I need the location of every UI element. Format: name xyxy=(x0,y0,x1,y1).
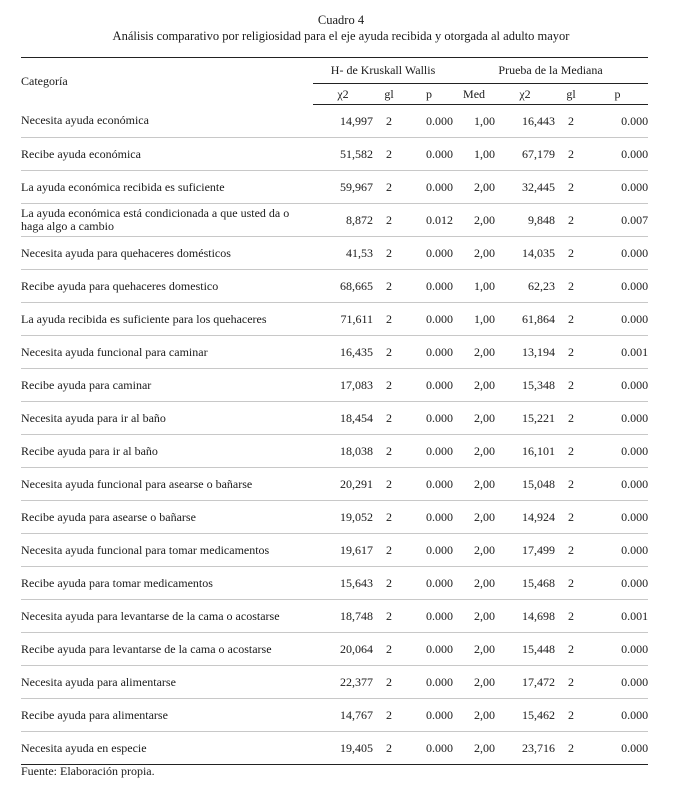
table-row xyxy=(21,336,648,369)
kw-gl-cell: 2 xyxy=(373,105,405,138)
kw-p-cell: 0.000 xyxy=(405,369,453,402)
category-cell: Recibe ayuda para alimentarse xyxy=(21,699,313,732)
category-cell: Necesita ayuda para ir al baño xyxy=(21,402,313,435)
kw-p-cell: 0.000 xyxy=(405,105,453,138)
med-p-cell: 0.000 xyxy=(587,699,648,732)
kw-gl-cell: 2 xyxy=(373,303,405,336)
table-row xyxy=(21,468,648,501)
kw-gl-cell: 2 xyxy=(373,468,405,501)
med-gl-cell: 2 xyxy=(555,303,587,336)
med-chi-cell: 13,194 xyxy=(495,336,555,369)
med-chi-cell: 16,443 xyxy=(495,105,555,138)
table-row xyxy=(21,534,648,567)
table-row xyxy=(21,402,648,435)
med-chi-cell: 32,445 xyxy=(495,171,555,204)
med-median-cell: 1,00 xyxy=(453,303,495,336)
kw-chi-cell: 18,454 xyxy=(313,402,373,435)
category-cell: Necesita ayuda en especie xyxy=(21,732,313,765)
med-median-cell: 2,00 xyxy=(453,171,495,204)
table-row xyxy=(21,732,648,765)
med-p-cell: 0.000 xyxy=(587,369,648,402)
category-cell: La ayuda recibida es suficiente para los quehaceres xyxy=(21,303,313,336)
med-p-cell: 0.001 xyxy=(587,336,648,369)
category-cell: Recibe ayuda económica xyxy=(21,138,313,171)
med-median-cell: 2,00 xyxy=(453,501,495,534)
category-header: Categoría xyxy=(21,58,313,105)
kw-p-cell: 0.000 xyxy=(405,171,453,204)
table-row xyxy=(21,270,648,303)
table-caption-title: Análisis comparativo por religiosidad para el eje ayuda recibida y otorgada al adulto mayor xyxy=(112,29,570,43)
kw-chi-cell: 14,767 xyxy=(313,699,373,732)
results-table xyxy=(21,57,648,765)
kw-chi-header: χ2 xyxy=(313,84,373,105)
med-p-cell: 0.000 xyxy=(587,567,648,600)
med-p-cell: 0.000 xyxy=(587,468,648,501)
med-median-cell: 2,00 xyxy=(453,567,495,600)
kw-chi-cell: 16,435 xyxy=(313,336,373,369)
kw-chi-cell: 51,582 xyxy=(313,138,373,171)
med-gl-cell: 2 xyxy=(555,138,587,171)
table-row xyxy=(21,237,648,270)
kw-chi-cell: 19,405 xyxy=(313,732,373,765)
table-row xyxy=(21,633,648,666)
table-row xyxy=(21,666,648,699)
med-chi-header: χ2 xyxy=(495,84,555,105)
category-cell: Necesita ayuda para quehaceres domésticos xyxy=(21,237,313,270)
category-cell: Recibe ayuda para ir al baño xyxy=(21,435,313,468)
category-cell: Recibe ayuda para levantarse de la cama o acostarse xyxy=(21,633,313,666)
table-row xyxy=(21,435,648,468)
med-median-cell: 2,00 xyxy=(453,204,495,237)
med-median-cell: 1,00 xyxy=(453,105,495,138)
kw-p-cell: 0.000 xyxy=(405,600,453,633)
category-cell: Necesita ayuda funcional para tomar medicamentos xyxy=(21,534,313,567)
kw-gl-cell: 2 xyxy=(373,138,405,171)
table-row xyxy=(21,369,648,402)
med-chi-cell: 61,864 xyxy=(495,303,555,336)
med-gl-cell: 2 xyxy=(555,402,587,435)
med-gl-cell: 2 xyxy=(555,732,587,765)
kw-chi-cell: 17,083 xyxy=(313,369,373,402)
med-gl-cell: 2 xyxy=(555,699,587,732)
table-row xyxy=(21,138,648,171)
med-gl-cell: 2 xyxy=(555,369,587,402)
med-p-cell: 0.000 xyxy=(587,402,648,435)
med-gl-cell: 2 xyxy=(555,105,587,138)
kw-p-cell: 0.000 xyxy=(405,666,453,699)
med-median-cell: 2,00 xyxy=(453,369,495,402)
med-chi-cell: 15,048 xyxy=(495,468,555,501)
category-cell: Recibe ayuda para caminar xyxy=(21,369,313,402)
kw-chi-cell: 71,611 xyxy=(313,303,373,336)
kw-p-cell: 0.000 xyxy=(405,534,453,567)
med-chi-cell: 67,179 xyxy=(495,138,555,171)
kw-chi-cell: 19,617 xyxy=(313,534,373,567)
kruskal-wallis-header: H- de Kruskall Wallis xyxy=(313,58,453,84)
kw-gl-cell: 2 xyxy=(373,369,405,402)
kw-gl-cell: 2 xyxy=(373,534,405,567)
med-gl-cell: 2 xyxy=(555,600,587,633)
med-p-cell: 0.000 xyxy=(587,732,648,765)
med-median-cell: 2,00 xyxy=(453,468,495,501)
med-gl-cell: 2 xyxy=(555,270,587,303)
table-row xyxy=(21,567,648,600)
med-chi-cell: 9,848 xyxy=(495,204,555,237)
med-p-cell: 0.000 xyxy=(587,435,648,468)
category-cell: Recibe ayuda para tomar medicamentos xyxy=(21,567,313,600)
kw-gl-cell: 2 xyxy=(373,699,405,732)
kw-chi-cell: 14,997 xyxy=(313,105,373,138)
table-row xyxy=(21,600,648,633)
kw-chi-cell: 59,967 xyxy=(313,171,373,204)
med-chi-cell: 15,462 xyxy=(495,699,555,732)
med-median-cell: 2,00 xyxy=(453,699,495,732)
table-row xyxy=(21,303,648,336)
kw-p-cell: 0.000 xyxy=(405,336,453,369)
category-cell: La ayuda económica está condicionada a que usted da o haga algo a cambio xyxy=(21,204,313,237)
kw-gl-cell: 2 xyxy=(373,270,405,303)
med-gl-cell: 2 xyxy=(555,468,587,501)
table-row xyxy=(21,699,648,732)
table-source-note: Fuente: Elaboración propia. xyxy=(21,764,155,778)
kw-gl-cell: 2 xyxy=(373,633,405,666)
kw-gl-cell: 2 xyxy=(373,600,405,633)
med-chi-cell: 14,924 xyxy=(495,501,555,534)
category-cell: Recibe ayuda para quehaceres domestico xyxy=(21,270,313,303)
med-p-cell: 0.000 xyxy=(587,666,648,699)
med-p-cell: 0.000 xyxy=(587,138,648,171)
med-median-cell: 2,00 xyxy=(453,402,495,435)
med-median-cell: 2,00 xyxy=(453,600,495,633)
category-cell: Necesita ayuda para alimentarse xyxy=(21,666,313,699)
med-median-cell: 2,00 xyxy=(453,666,495,699)
med-gl-cell: 2 xyxy=(555,567,587,600)
med-chi-cell: 15,448 xyxy=(495,633,555,666)
kw-chi-cell: 8,872 xyxy=(313,204,373,237)
med-gl-cell: 2 xyxy=(555,237,587,270)
kw-p-cell: 0.000 xyxy=(405,633,453,666)
kw-chi-cell: 18,748 xyxy=(313,600,373,633)
kw-gl-cell: 2 xyxy=(373,501,405,534)
med-p-cell: 0.000 xyxy=(587,501,648,534)
med-chi-cell: 15,348 xyxy=(495,369,555,402)
kw-gl-cell: 2 xyxy=(373,336,405,369)
med-median-cell: 2,00 xyxy=(453,732,495,765)
kw-chi-cell: 22,377 xyxy=(313,666,373,699)
kw-chi-cell: 20,064 xyxy=(313,633,373,666)
med-median-cell: 2,00 xyxy=(453,237,495,270)
category-cell: Recibe ayuda para asearse o bañarse xyxy=(21,501,313,534)
kw-chi-cell: 19,052 xyxy=(313,501,373,534)
kw-p-cell: 0.000 xyxy=(405,237,453,270)
med-gl-header: gl xyxy=(555,84,587,105)
kw-p-header: p xyxy=(405,84,453,105)
category-cell: Necesita ayuda para levantarse de la cama o acostarse xyxy=(21,600,313,633)
table-row xyxy=(21,204,648,237)
category-cell: Necesita ayuda económica xyxy=(21,105,313,138)
median-test-header: Prueba de la Mediana xyxy=(453,58,648,84)
med-gl-cell: 2 xyxy=(555,633,587,666)
med-gl-cell: 2 xyxy=(555,501,587,534)
med-gl-cell: 2 xyxy=(555,435,587,468)
kw-gl-cell: 2 xyxy=(373,204,405,237)
med-median-cell: 2,00 xyxy=(453,633,495,666)
med-chi-cell: 23,716 xyxy=(495,732,555,765)
kw-gl-cell: 2 xyxy=(373,732,405,765)
med-chi-cell: 17,472 xyxy=(495,666,555,699)
med-p-cell: 0.000 xyxy=(587,171,648,204)
kw-gl-cell: 2 xyxy=(373,567,405,600)
kw-p-cell: 0.000 xyxy=(405,303,453,336)
med-gl-cell: 2 xyxy=(555,534,587,567)
med-chi-cell: 14,698 xyxy=(495,600,555,633)
med-gl-cell: 2 xyxy=(555,666,587,699)
med-p-cell: 0.000 xyxy=(587,303,648,336)
kw-p-cell: 0.000 xyxy=(405,732,453,765)
kw-p-cell: 0.000 xyxy=(405,501,453,534)
kw-p-cell: 0.000 xyxy=(405,468,453,501)
med-gl-cell: 2 xyxy=(555,171,587,204)
category-cell: Necesita ayuda funcional para caminar xyxy=(21,336,313,369)
med-p-cell: 0.000 xyxy=(587,534,648,567)
kw-p-cell: 0.012 xyxy=(405,204,453,237)
kw-chi-cell: 41,53 xyxy=(313,237,373,270)
med-chi-cell: 14,035 xyxy=(495,237,555,270)
med-gl-cell: 2 xyxy=(555,204,587,237)
med-median-cell: 2,00 xyxy=(453,534,495,567)
kw-gl-cell: 2 xyxy=(373,402,405,435)
kw-gl-cell: 2 xyxy=(373,171,405,204)
kw-gl-cell: 2 xyxy=(373,435,405,468)
med-p-cell: 0.000 xyxy=(587,633,648,666)
table-row xyxy=(21,105,648,138)
kw-p-cell: 0.000 xyxy=(405,435,453,468)
kw-p-cell: 0.000 xyxy=(405,270,453,303)
kw-p-cell: 0.000 xyxy=(405,402,453,435)
med-p-cell: 0.000 xyxy=(587,270,648,303)
kw-gl-cell: 2 xyxy=(373,237,405,270)
med-chi-cell: 15,468 xyxy=(495,567,555,600)
med-p-cell: 0.000 xyxy=(587,237,648,270)
table-row xyxy=(21,501,648,534)
kw-p-cell: 0.000 xyxy=(405,138,453,171)
med-med-header: Med xyxy=(453,84,495,105)
kw-p-cell: 0.000 xyxy=(405,699,453,732)
category-cell: Necesita ayuda funcional para asearse o bañarse xyxy=(21,468,313,501)
kw-chi-cell: 68,665 xyxy=(313,270,373,303)
med-gl-cell: 2 xyxy=(555,336,587,369)
table-row xyxy=(21,171,648,204)
kw-gl-cell: 2 xyxy=(373,666,405,699)
med-chi-cell: 62,23 xyxy=(495,270,555,303)
kw-gl-header: gl xyxy=(373,84,405,105)
table-caption-number: Cuadro 4 xyxy=(317,13,365,27)
med-median-cell: 1,00 xyxy=(453,138,495,171)
med-p-header: p xyxy=(587,84,648,105)
table-body xyxy=(21,105,648,765)
kw-chi-cell: 20,291 xyxy=(313,468,373,501)
med-p-cell: 0.000 xyxy=(587,105,648,138)
kw-chi-cell: 18,038 xyxy=(313,435,373,468)
kw-chi-cell: 15,643 xyxy=(313,567,373,600)
med-chi-cell: 15,221 xyxy=(495,402,555,435)
kw-p-cell: 0.000 xyxy=(405,567,453,600)
med-chi-cell: 17,499 xyxy=(495,534,555,567)
med-median-cell: 2,00 xyxy=(453,336,495,369)
category-cell: La ayuda económica recibida es suficiente xyxy=(21,171,313,204)
med-median-cell: 1,00 xyxy=(453,270,495,303)
med-chi-cell: 16,101 xyxy=(495,435,555,468)
med-median-cell: 2,00 xyxy=(453,435,495,468)
med-p-cell: 0.007 xyxy=(587,204,648,237)
med-p-cell: 0.001 xyxy=(587,600,648,633)
